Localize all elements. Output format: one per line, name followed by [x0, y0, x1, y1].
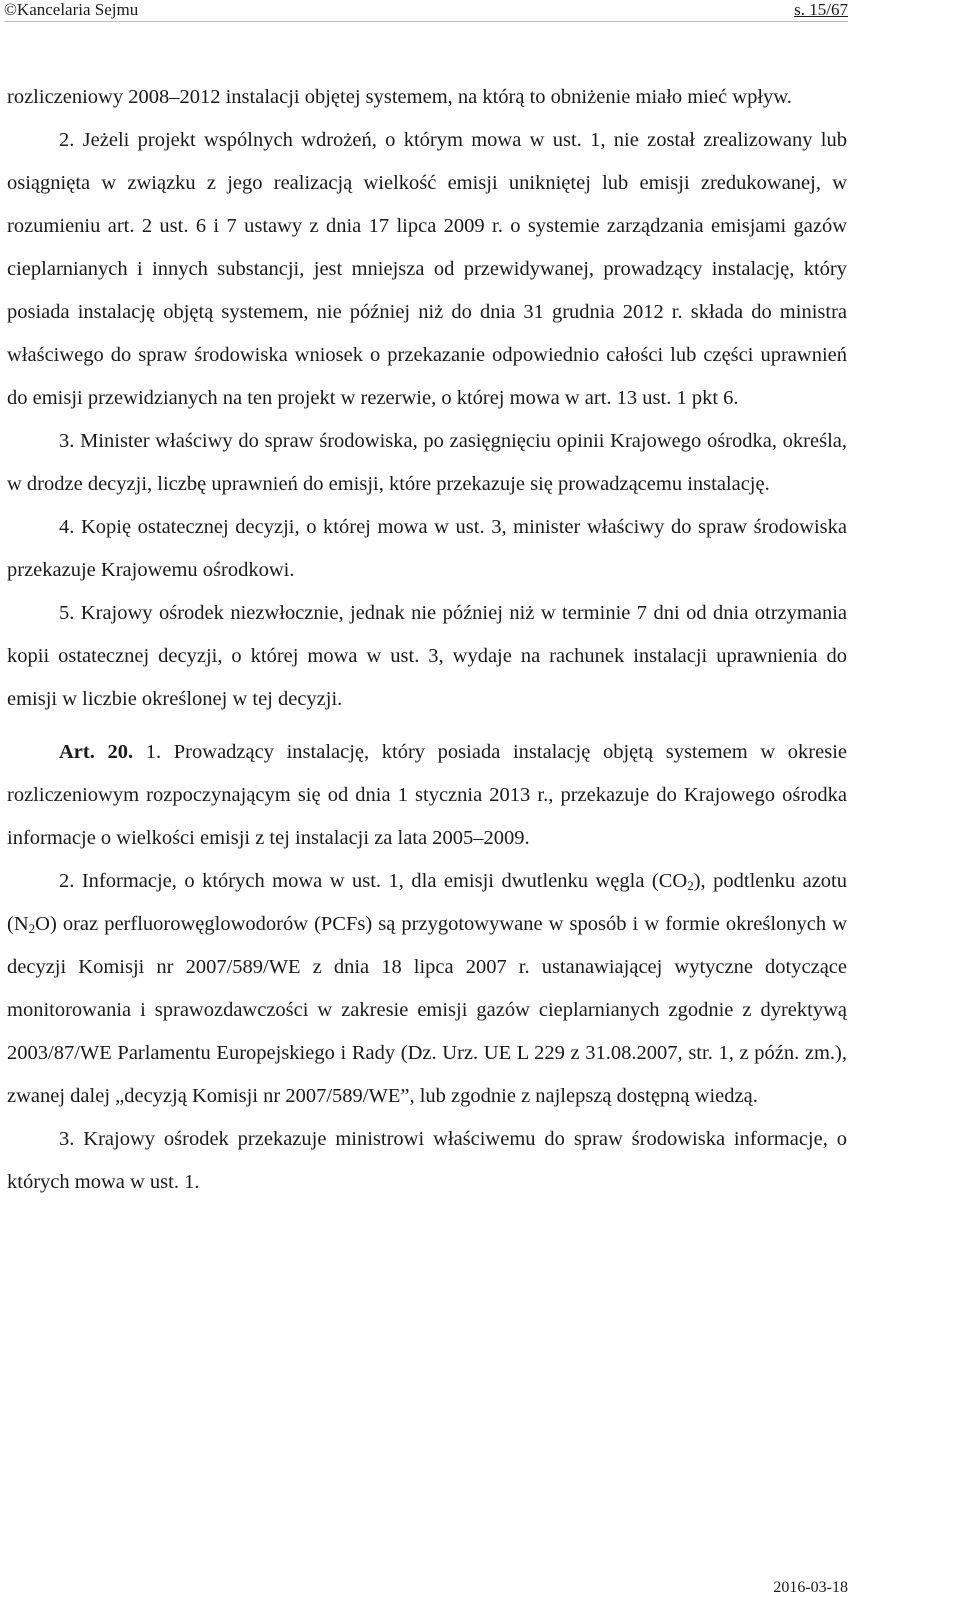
paragraph-ust-3: 3. Minister właściwy do spraw środowiska, po zasięgnięciu opinii Krajowego ośrodka, określa, w drodze decyzji, liczbę uprawnień do emisji, które przekazuje się prowadzącemu instalację. [7, 430, 847, 495]
paragraph-ust-4: 4. Kopię ostatecznej decyzji, o której mowa w ust. 3, minister właściwy do spraw środowiska przekazuje Krajowemu ośrodkowi. [7, 516, 847, 581]
document-body [7, 76, 847, 1204]
header-divider [4, 21, 848, 22]
paragraph-ust-5: 5. Krajowy ośrodek niezwłocznie, jednak nie później niż w terminie 7 dni od dnia otrzymania kopii ostatecznej decyzji, o której mowa w ust. 3, wydaje na rachunek instalacji uprawnienia do emisji w liczbie określonej w tej decyzji. [7, 602, 847, 710]
paragraph-art-20 [7, 731, 847, 860]
paragraph-ust-2: 2. Jeżeli projekt wspólnych wdrożeń, o którym mowa w ust. 1, nie został zrealizowany lub osiągnięta w związku z jego realizacją wielkość emisji unikniętej lub emisji zredukowanej, w rozumieniu art. 2 ust. 6 i 7 ustawy z dnia 17 lipca 2009 r. o systemie zarządzania emisjami gazów cieplarnianych i innych substancji, jest mniejsza od przewidywanej, prowadzący instalację, który posiada instalację objętą systemem, nie później niż do dnia 31 grudnia 2012 r. składa do ministra właściwego do spraw środowiska wniosek o przekazanie odpowiednio całości lub części uprawnień do emisji przewidzianych na ten projekt w rezerwie, o której mowa w art. 13 ust. 1 pkt 6. [7, 129, 847, 409]
paragraph-continuation: rozliczeniowy 2008–2012 instalacji objętej systemem, na którą to obniżenie miało mieć wpływ. [7, 86, 792, 108]
article-text: 1. Prowadzący instalację, który posiada instalację objętą systemem w okresie rozliczeniowym rozpoczynającym się od dnia 1 stycznia 2013 r., przekazuje do Krajowego ośrodka informacje o wielkości emisji z tej instalacji za lata 2005–2009. [7, 741, 847, 849]
text-segment: ), podtlenku azotu (N [7, 870, 847, 935]
page-header [4, 0, 848, 20]
copyright-label: ©Kancelaria Sejmu [4, 0, 139, 19]
article-label: Art. 20. [59, 741, 134, 763]
subscript: 2 [687, 878, 694, 893]
paragraph-art-20-ust-2 [7, 860, 847, 1118]
subscript: 2 [28, 921, 36, 936]
text-segment: O) oraz perfluorowęglowodorów (PCFs) są przygotowywane w sposób i w formie określonych w decyzji Komisji nr 2007/589/WE z dnia 18 lipca 2007 r. ustanawiającej wytyczne dotyczące monitorowania i sprawozdawczości w zakresie emisji gazów cieplarnianych zgodnie z dyrektywą 2003/87/WE Parlamentu Europejskiego i Rady (Dz. Urz. UE L 229 z 31.08.2007, str. 1, z późn. zm.), zwanej dalej „decyzją Komisji nr 2007/589/WE”, lub zgodnie z najlepszą dostępną wiedzą. [7, 913, 847, 1107]
page-number: s. 15/67 [794, 0, 848, 19]
text-segment: 2. Informacje, o których mowa w ust. 1, dla emisji dwutlenku węgla (CO [59, 870, 688, 892]
paragraph-art-20-ust-3: 3. Krajowy ośrodek przekazuje ministrowi właściwemu do spraw środowiska informacje, o których mowa w ust. 1. [7, 1128, 847, 1193]
footer-date: 2016-03-18 [773, 1579, 848, 1596]
